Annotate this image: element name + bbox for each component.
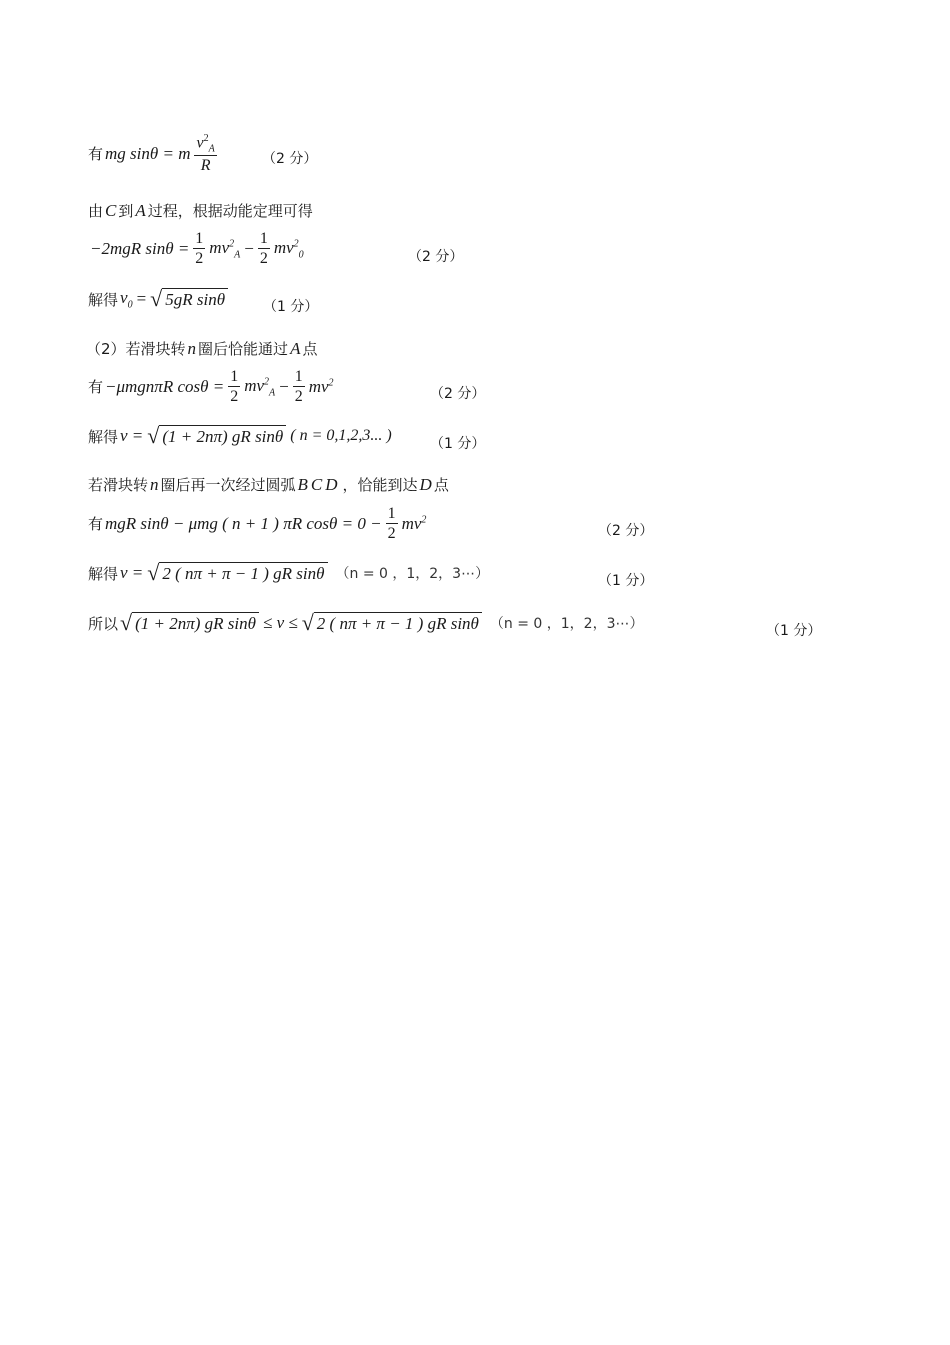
- sqrt-expression: [147, 562, 327, 584]
- frac-numerator: 1: [387, 505, 396, 522]
- var-base: v: [120, 288, 128, 307]
- text-post: 过程，根据动能定理可得: [147, 202, 313, 220]
- equation-line-9: [88, 505, 428, 543]
- equation-line-10: [88, 562, 489, 584]
- frac-denominator: R: [200, 156, 211, 174]
- sqrt-expression: [147, 425, 286, 447]
- sqrt-expression-1: [120, 612, 259, 634]
- radical-sign: √: [147, 560, 160, 585]
- frac-denominator: 2: [387, 524, 396, 542]
- score-label: （2 分）: [262, 151, 318, 167]
- radical-sign: √: [301, 610, 314, 635]
- text-line-5: [86, 338, 317, 359]
- superscript: 2: [264, 376, 270, 388]
- subscript: A: [208, 143, 215, 155]
- text-prefix: 有: [88, 515, 104, 534]
- arc-bcd: BCD: [297, 474, 341, 494]
- text-mid: 到: [118, 202, 134, 220]
- term-base: mv: [401, 513, 422, 533]
- math-expression: v =: [120, 563, 144, 582]
- math-expression: −2mgR sinθ =: [90, 238, 190, 258]
- text-prefix: 若滑块转: [88, 476, 149, 494]
- score-label: （1 分）: [766, 623, 822, 639]
- text-post: 点: [433, 476, 449, 494]
- term-2: [274, 238, 304, 260]
- math-expression: mg sinθ = m: [105, 143, 191, 163]
- frac-denominator: 2: [195, 249, 204, 267]
- radical-sign: √: [150, 286, 163, 312]
- point-d: D: [419, 474, 432, 494]
- score-label: （2 分）: [430, 386, 486, 402]
- text-prefix: 解得: [88, 427, 119, 446]
- score-label: （1 分）: [430, 436, 486, 452]
- condition: （n = 0 ，1，2，3⋯）: [335, 566, 490, 582]
- term-base: mv: [244, 375, 265, 395]
- text-mid: 圈后恰能通过: [198, 340, 289, 358]
- var-n: n: [150, 474, 159, 494]
- point-c: C: [105, 200, 117, 220]
- score-label: （1 分）: [263, 299, 319, 315]
- fraction: [194, 133, 216, 175]
- sqrt-expression-2: [302, 612, 482, 634]
- math-expression: mgR sinθ − μmg ( n + 1 ) πR cosθ = 0 −: [105, 513, 382, 533]
- frac-numerator: v: [196, 134, 204, 152]
- text-prefix: 解得: [88, 290, 119, 309]
- radical-sign: √: [120, 610, 133, 635]
- text-prefix: 有: [88, 145, 104, 164]
- text-prefix: 有: [88, 378, 104, 397]
- term-base: mv: [209, 237, 230, 257]
- superscript: 2: [421, 514, 427, 526]
- condition: （n = 0 ，1，2，3⋯）: [489, 616, 644, 632]
- score-label: （2 分）: [408, 249, 464, 265]
- math-expression: −μmgnπR cosθ =: [105, 376, 225, 396]
- equation-line-7: [88, 425, 394, 447]
- inequality: ≤ v ≤: [262, 613, 298, 632]
- frac-denominator: 2: [230, 387, 239, 405]
- equation-line-4: [88, 288, 230, 310]
- frac-numerator: 1: [195, 230, 204, 247]
- point-a: A: [290, 338, 301, 358]
- equation-line-1: [88, 133, 219, 175]
- text-line-2: [88, 200, 313, 221]
- score-label: （2 分）: [598, 523, 654, 539]
- text-prefix: 由: [88, 202, 104, 220]
- sqrt-expression: [150, 288, 228, 310]
- text-line-8: [88, 474, 449, 495]
- term-base: mv: [308, 376, 329, 396]
- term-2: [309, 377, 334, 397]
- frac-numerator: 1: [230, 368, 239, 385]
- fraction: [386, 505, 398, 543]
- term: [402, 514, 427, 534]
- subscript: 0: [127, 299, 133, 311]
- sqrt-body: 2 ( nπ + π − 1 ) gR sinθ: [314, 612, 482, 634]
- sqrt-body: 5gR sinθ: [162, 288, 228, 310]
- text-prefix: 所以: [88, 614, 119, 633]
- var-n: n: [187, 338, 197, 358]
- text-mid-2: ，恰能到达: [342, 476, 418, 494]
- term-1: [244, 376, 275, 398]
- condition: ( n = 0,1,2,3... ): [290, 427, 392, 444]
- subscript: 0: [298, 249, 304, 261]
- point-a: A: [135, 200, 146, 220]
- term-1: [209, 238, 240, 260]
- math-var: [120, 288, 133, 310]
- text-mid: 圈后再一次经过圆弧: [160, 476, 296, 494]
- superscript: 2: [229, 238, 235, 250]
- frac-denominator: 2: [259, 249, 268, 267]
- term-base: mv: [273, 237, 294, 257]
- text-post: 点: [302, 340, 318, 358]
- frac-numerator: 1: [294, 368, 303, 385]
- minus-sign: −: [279, 376, 289, 396]
- equation-line-3: [88, 230, 306, 268]
- fraction-1: [193, 230, 205, 268]
- sqrt-body: 2 ( nπ + π − 1 ) gR sinθ: [159, 562, 327, 584]
- text-prefix: （2）若滑块转: [86, 340, 186, 358]
- frac-denominator: 2: [294, 387, 303, 405]
- superscript: 2: [328, 377, 334, 389]
- sqrt-body: (1 + 2nπ) gR sinθ: [159, 425, 286, 447]
- radical-sign: √: [147, 423, 160, 448]
- equation-line-6: [88, 368, 336, 406]
- text-prefix: 解得: [88, 564, 119, 583]
- equation-line-11: [88, 612, 644, 634]
- subscript: A: [269, 387, 276, 399]
- superscript: 2: [203, 133, 209, 144]
- equals-sign: =: [136, 289, 147, 309]
- math-expression: v =: [120, 426, 144, 445]
- score-label: （1 分）: [598, 573, 654, 589]
- fraction-2: [258, 230, 270, 268]
- sqrt-body: (1 + 2nπ) gR sinθ: [132, 612, 259, 634]
- frac-numerator: 1: [259, 230, 268, 247]
- minus-sign: −: [244, 238, 254, 258]
- subscript: A: [234, 249, 241, 261]
- fraction-1: [228, 368, 240, 406]
- superscript: 2: [293, 238, 299, 250]
- fraction-2: [293, 368, 305, 406]
